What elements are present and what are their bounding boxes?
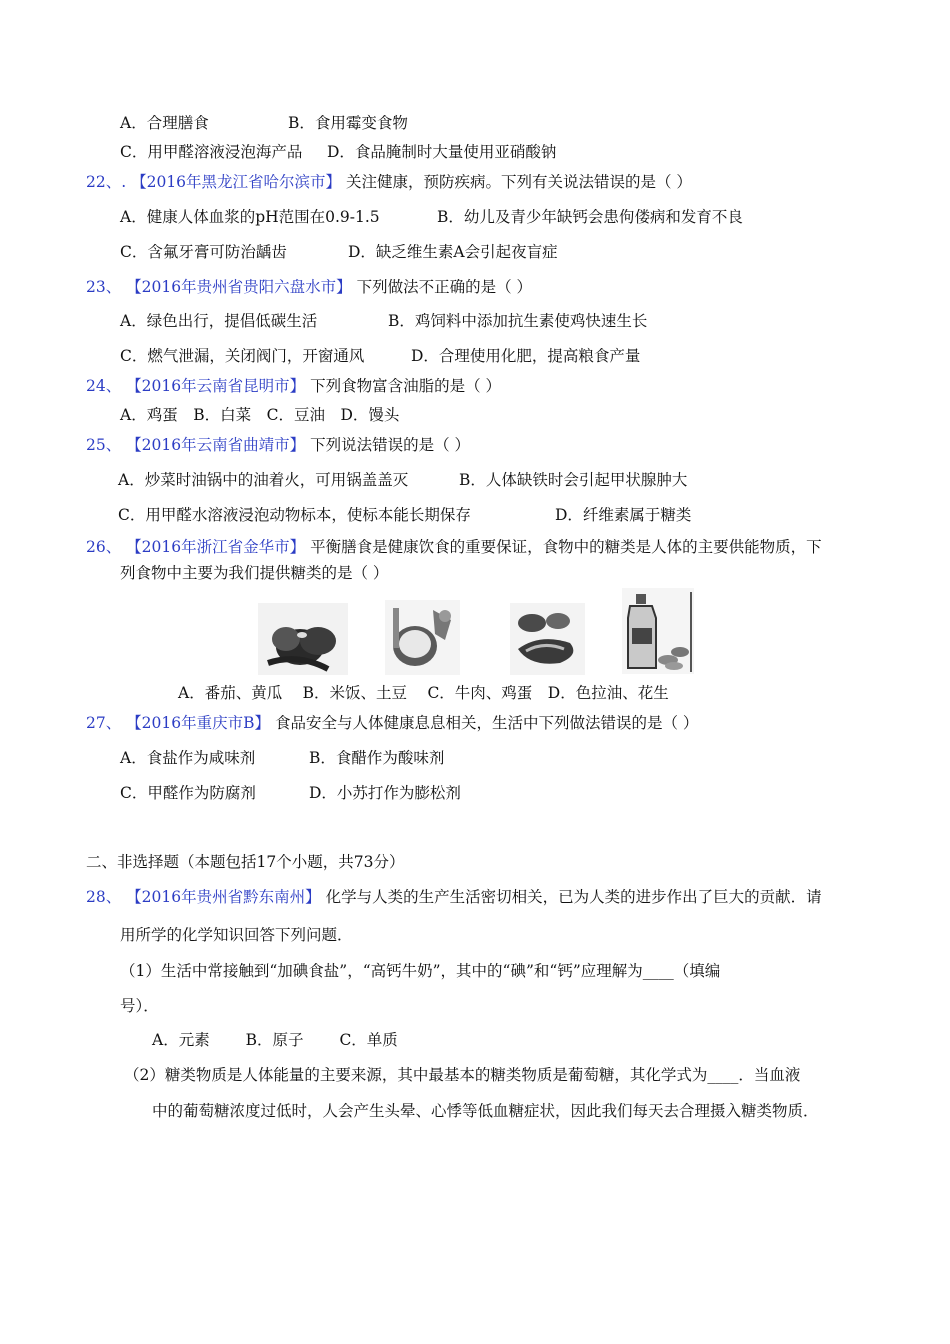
question-number: 28、 bbox=[86, 888, 122, 906]
question-text: 关注健康，预防疾病。下列有关说法错误的是（ ） bbox=[345, 173, 692, 191]
sub-question-1: （1）生活中常接触到“加碘食盐”，“高钙牛奶”，其中的“碘”和“钙”应理解为____（填编 bbox=[120, 962, 721, 980]
question-source: 【2016年云南省曲靖市】 bbox=[126, 436, 306, 454]
question-source: 【2016年重庆市B】 bbox=[126, 714, 271, 732]
option-b: B．食醋作为酸味剂 bbox=[309, 749, 445, 767]
option-a: A．健康人体血浆的pH范围在0.9-1.5 bbox=[120, 208, 380, 226]
question-27 bbox=[86, 713, 698, 733]
option-c: C．用甲醛水溶液浸泡动物标本，使标本能长期保存 bbox=[118, 506, 471, 524]
option-b: B．人体缺铁时会引起甲状腺肿大 bbox=[459, 471, 688, 489]
question-text: 下列食物富含油脂的是（ ） bbox=[310, 377, 501, 395]
sub-question-2: （2）糖类物质是人体能量的主要来源，其中最基本的糖类物质是葡萄糖，其化学式为____．当血液 bbox=[124, 1066, 801, 1084]
option-d: D．食品腌制时大量使用亚硝酸钠 bbox=[327, 143, 557, 161]
option-b: B．食用霉变食物 bbox=[288, 114, 408, 132]
tomato-cucumber-icon bbox=[258, 603, 348, 675]
sub-question-2-cont: 中的葡萄糖浓度过低时，人会产生头晕、心悸等低血糖症状，因此我们每天去合理摄入糖类物质． bbox=[152, 1102, 819, 1120]
question-text: 化学与人类的生产生活密切相关，已为人类的进步作出了巨大的贡献．请 bbox=[325, 888, 822, 906]
question-number: 25、 bbox=[86, 436, 122, 454]
rice-potato-photo bbox=[385, 600, 460, 675]
option-c: C．含氟牙膏可防治龋齿 bbox=[120, 243, 287, 261]
question-text: 平衡膳食是健康饮食的重要保证，食物中的糖类是人体的主要供能物质，下 bbox=[310, 538, 822, 556]
question-text: 食品安全与人体健康息息相关，生活中下列做法错误的是（ ） bbox=[274, 714, 699, 732]
options-row: A．鸡蛋 B．白菜 C．豆油 D．馒头 bbox=[120, 406, 400, 424]
tomato-cucumber-photo bbox=[258, 603, 348, 675]
question-22 bbox=[86, 172, 692, 192]
question-source: 【2016年贵州省黔东南州】 bbox=[126, 888, 321, 906]
options-row: A．元素 B．原子 C．单质 bbox=[152, 1031, 398, 1049]
option-d: D．纤维素属于糖类 bbox=[555, 506, 692, 524]
question-24 bbox=[86, 376, 501, 396]
option-d: D．小苏打作为膨松剂 bbox=[309, 784, 461, 802]
option-c: C．燃气泄漏，关闭阀门，开窗通风 bbox=[120, 347, 365, 365]
question-number: 24、 bbox=[86, 377, 122, 395]
question-source: 【2016年贵州省贵阳六盘水市】 bbox=[126, 278, 352, 296]
oil-peanut-icon bbox=[622, 588, 694, 674]
question-number: 23、 bbox=[86, 278, 122, 296]
oil-peanut-photo bbox=[622, 588, 694, 674]
option-a: A．绿色出行，提倡低碳生活 bbox=[120, 312, 318, 330]
question-text: 下列做法不正确的是（ ） bbox=[356, 278, 532, 296]
question-text-cont: 用所学的化学知识回答下列问题． bbox=[120, 926, 353, 944]
option-b: B．幼儿及青少年缺钙会患佝偻病和发育不良 bbox=[437, 208, 743, 226]
question-text: 下列说法错误的是（ ） bbox=[310, 436, 470, 454]
question-number: 22、. bbox=[86, 173, 127, 191]
option-a: A．合理膳食 bbox=[120, 114, 209, 132]
rice-potato-icon bbox=[385, 600, 460, 675]
beef-egg-icon bbox=[510, 603, 585, 675]
question-28 bbox=[86, 887, 822, 907]
question-source: 【2016年云南省昆明市】 bbox=[126, 377, 306, 395]
sub-question-1-cont: 号）． bbox=[120, 997, 159, 1015]
question-23 bbox=[86, 277, 532, 297]
question-25 bbox=[86, 435, 470, 455]
question-source: 【2016年浙江省金华市】 bbox=[126, 538, 306, 556]
option-d: D．合理使用化肥，提高粮食产量 bbox=[411, 347, 641, 365]
question-source: 【2016年黑龙江省哈尔滨市】 bbox=[131, 173, 342, 191]
option-c: C．用甲醛溶液浸泡海产品 bbox=[120, 143, 303, 161]
question-number: 26、 bbox=[86, 538, 122, 556]
beef-egg-photo bbox=[510, 603, 585, 675]
option-b: B．鸡饲料中添加抗生素使鸡快速生长 bbox=[388, 312, 648, 330]
option-d: D．缺乏维生素A会引起夜盲症 bbox=[348, 243, 558, 261]
option-c: C．甲醛作为防腐剂 bbox=[120, 784, 256, 802]
section-heading: 二、非选择题（本题包括17个小题，共73分） bbox=[86, 853, 405, 871]
option-a: A．炒菜时油锅中的油着火，可用锅盖盖灭 bbox=[118, 471, 409, 489]
option-a: A．食盐作为咸味剂 bbox=[120, 749, 256, 767]
question-number: 27、 bbox=[86, 714, 122, 732]
options-row: A．番茄、黄瓜 B．米饭、土豆 C．牛肉、鸡蛋 D．色拉油、花生 bbox=[178, 684, 669, 702]
question-text-cont: 列食物中主要为我们提供糖类的是（ ） bbox=[120, 564, 389, 582]
question-26 bbox=[86, 537, 822, 557]
